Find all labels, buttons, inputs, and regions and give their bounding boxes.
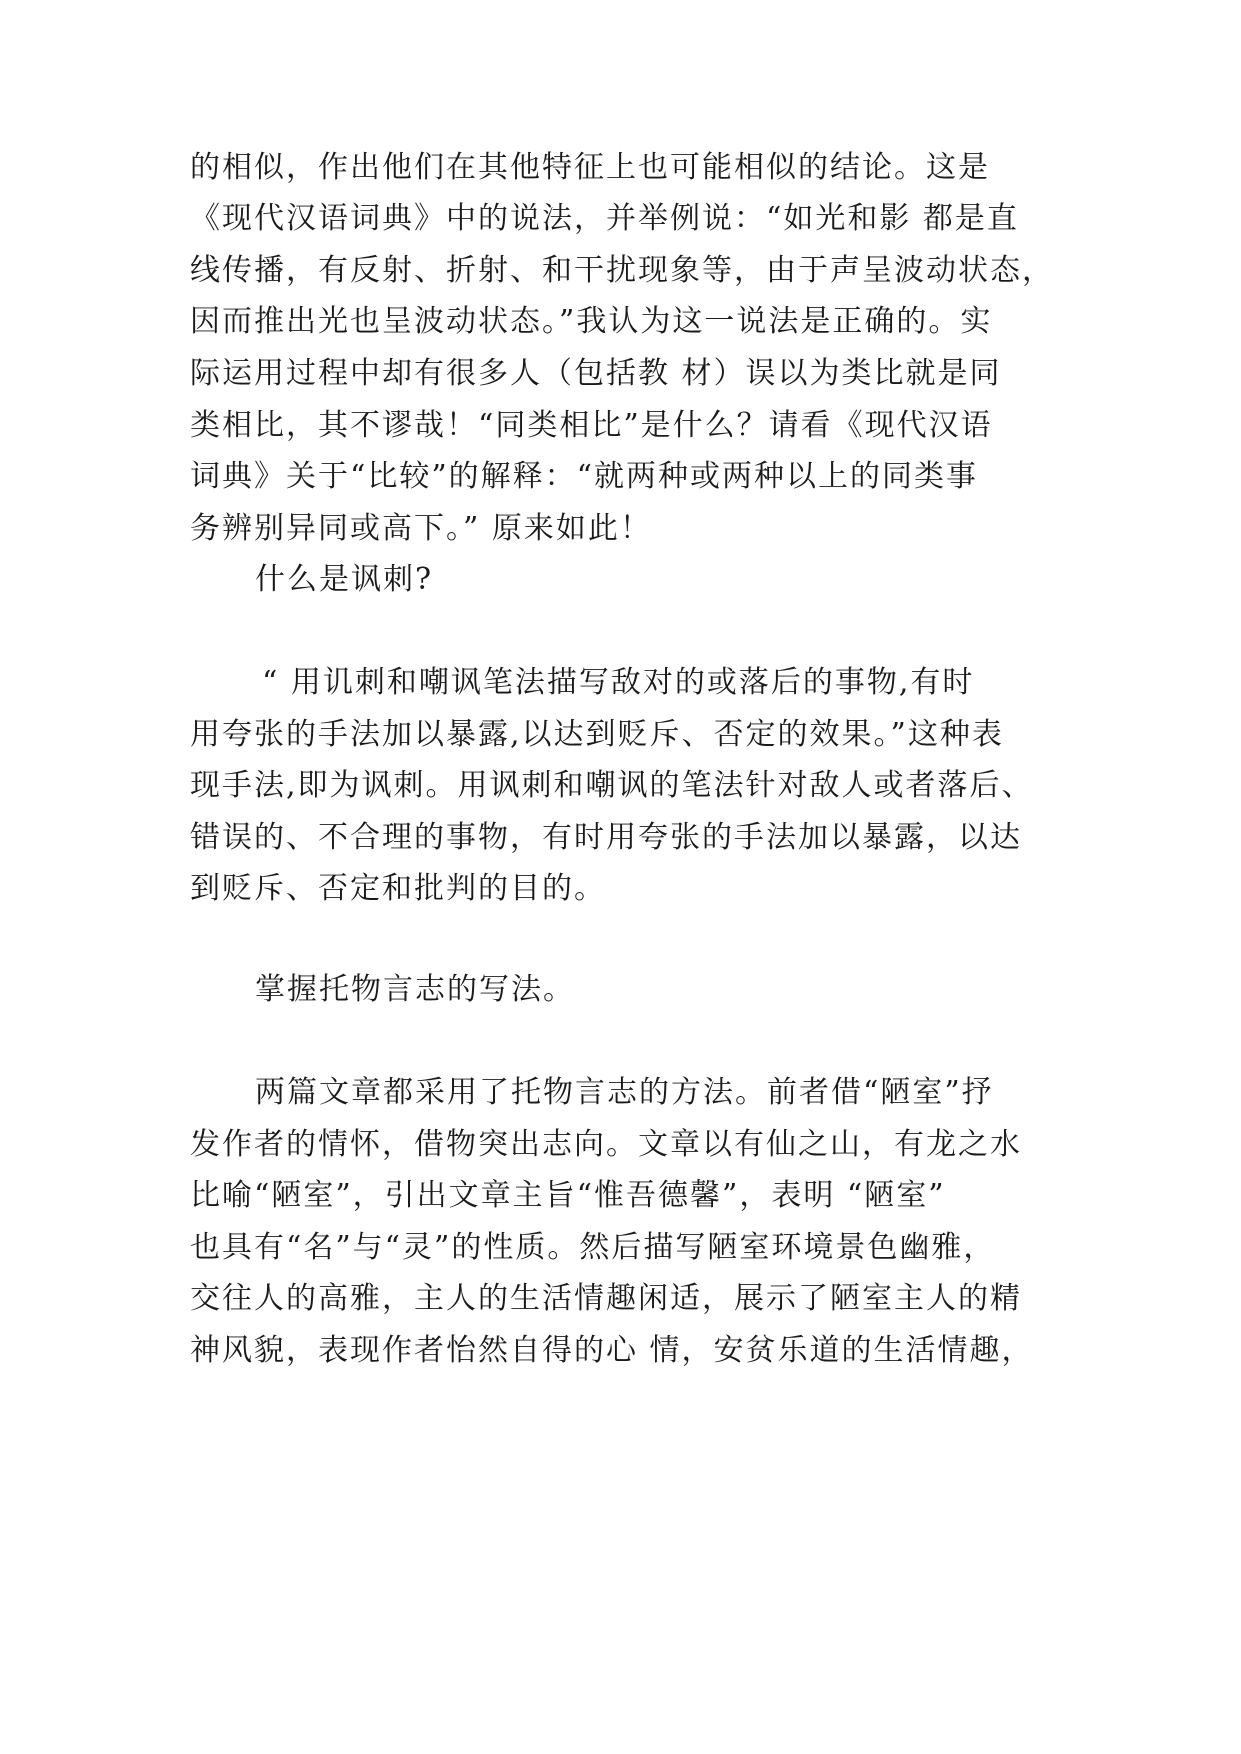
text-line: 到贬斥、否定和批判的目的。 bbox=[190, 871, 606, 906]
text-line: 类相比，其不谬哉！“同类相比”是什么？请看《现代汉语 bbox=[190, 408, 993, 443]
text-line: “ 用讥刺和嘲讽笔法描写敌对的或落后的事物,有时 bbox=[262, 665, 975, 700]
section-heading: 什么是讽刺? bbox=[255, 562, 434, 597]
section-heading: 掌握托物言志的写法。 bbox=[255, 972, 575, 1007]
text-line: 发作者的情怀，借物突出志向。文章以有仙之山，有龙之水 bbox=[190, 1127, 1022, 1162]
text-line: 神风貌，表现作者怡然自得的心 情，安贫乐道的生活情趣， bbox=[190, 1333, 1034, 1368]
text-line: 用夸张的手法加以暴露,以达到贬斥、否定的效果。”这种表 bbox=[190, 717, 1004, 752]
text-line: 词典》关于“比较”的解释：“就两种或两种以上的同类事 bbox=[190, 459, 979, 494]
text-line: 也具有“名”与“灵”的性质。然后描写陋室环境景色幽雅， bbox=[190, 1230, 996, 1265]
text-line: 际运用过程中却有很多人（包括教 材）误以为类比就是同 bbox=[190, 356, 1002, 391]
text-line: 两篇文章都采用了托物言志的方法。前者借“陋室”抒 bbox=[255, 1075, 994, 1110]
text-line: 《现代汉语词典》中的说法，并举例说：“如光和影 都是直 bbox=[190, 201, 1019, 236]
text-line: 的相似，作出他们在其他特征上也可能相似的结论。这是 bbox=[190, 150, 990, 185]
text-line: 错误的、不合理的事物，有时用夸张的手法加以暴露，以达 bbox=[190, 820, 1022, 855]
text-line: 比喻“陋室”，引出文章主旨“惟吾德馨”，表明 “陋室” bbox=[190, 1178, 946, 1213]
text-line: 交往人的高雅，主人的生活情趣闲适，展示了陋室主人的精 bbox=[190, 1281, 1022, 1316]
text-line: 因而推出光也呈波动状态。”我认为这一说法是正确的。实 bbox=[190, 304, 993, 339]
text-line: 务辨别异同或高下。” 原来如此！ bbox=[190, 511, 652, 546]
text-line: 线传播，有反射、折射、和干扰现象等，由于声呈波动状态， bbox=[190, 253, 1054, 288]
text-line: 现手法,即为讽刺。用讽刺和嘲讽的笔法针对敌人或者落后、 bbox=[190, 768, 1034, 803]
